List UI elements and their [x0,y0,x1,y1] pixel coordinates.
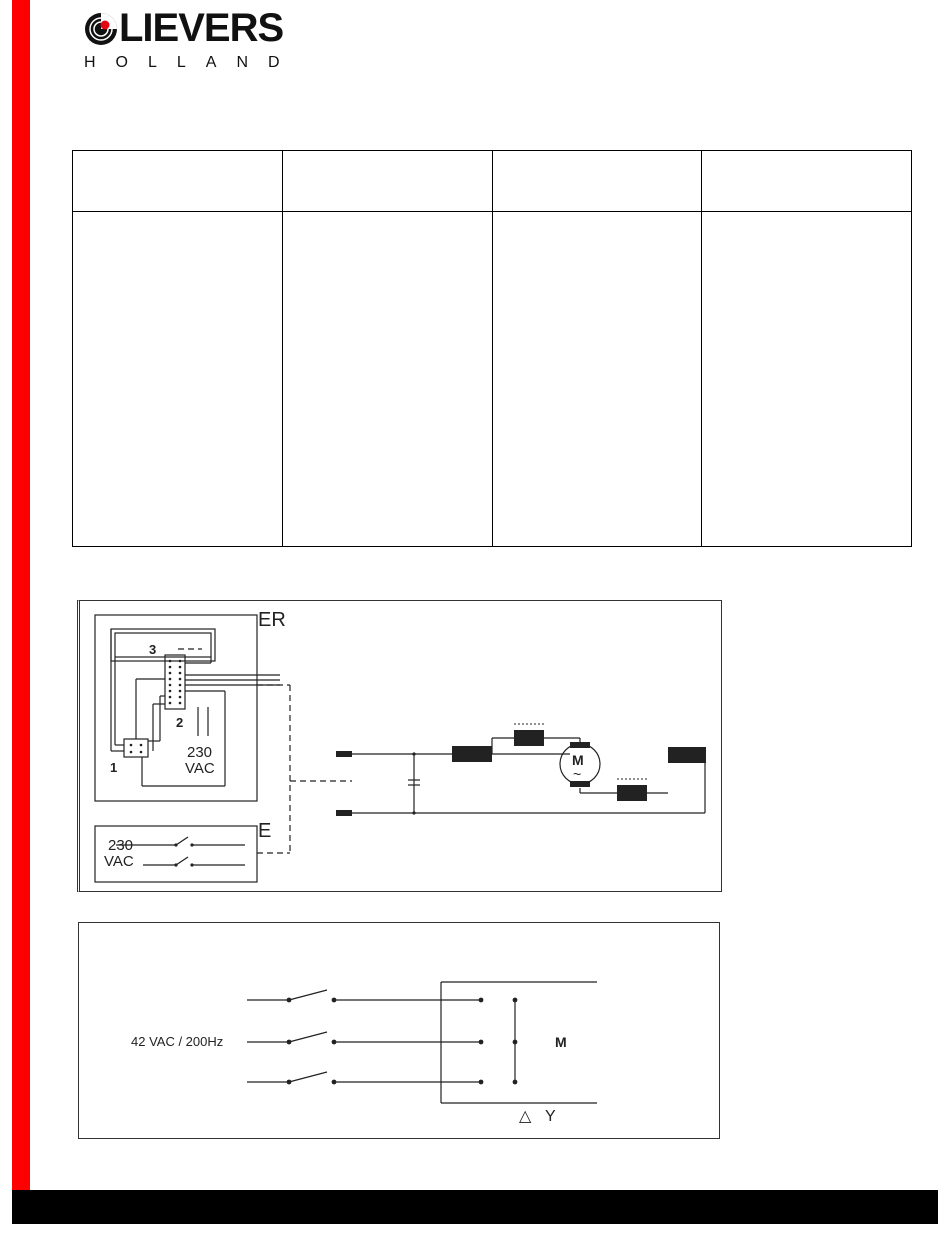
terminal-2-label: 2 [176,715,184,730]
logo-subtitle: HOLLAND [84,54,300,71]
table-cell [492,212,702,547]
switch-voltage-value: 230 [108,837,134,854]
supply-voltage-unit: VAC [185,760,215,777]
terminal-1-label: 1 [110,760,118,775]
table-body-row [73,212,912,547]
left-accent-bar [12,0,30,1190]
motor-label: M [572,752,584,768]
supply-label: 42 VAC / 200Hz [131,1034,224,1049]
table-cell [282,212,492,547]
three-phase-diagram-svg [79,923,719,1138]
table-header-row [73,151,912,212]
wiring-diagram-single-phase [77,600,722,892]
spec-table [72,150,912,547]
switch-voltage-unit: VAC [104,853,134,870]
logo-mark-icon [84,12,118,46]
star-symbol: Y [545,1108,556,1125]
supply-voltage-value: 230 [187,744,213,761]
table-header-cell [702,151,912,212]
logo-name: LIEVERS [119,6,284,50]
delta-symbol: △ [519,1108,532,1125]
table-header-cell [492,151,702,212]
label-er: ER [258,609,286,631]
table-header-cell [282,151,492,212]
table-cell [73,212,283,547]
motor-label: M [555,1034,567,1050]
motor-ac-symbol: ~ [573,766,582,782]
wiring-diagram-svg [80,601,721,891]
table-cell [702,212,912,547]
lievers-logo [84,8,324,70]
terminal-3-label: 3 [149,642,157,657]
wiring-diagram-three-phase [78,922,720,1139]
table-header-cell [73,151,283,212]
footer-bar [12,1190,938,1224]
label-e: E [258,820,272,842]
